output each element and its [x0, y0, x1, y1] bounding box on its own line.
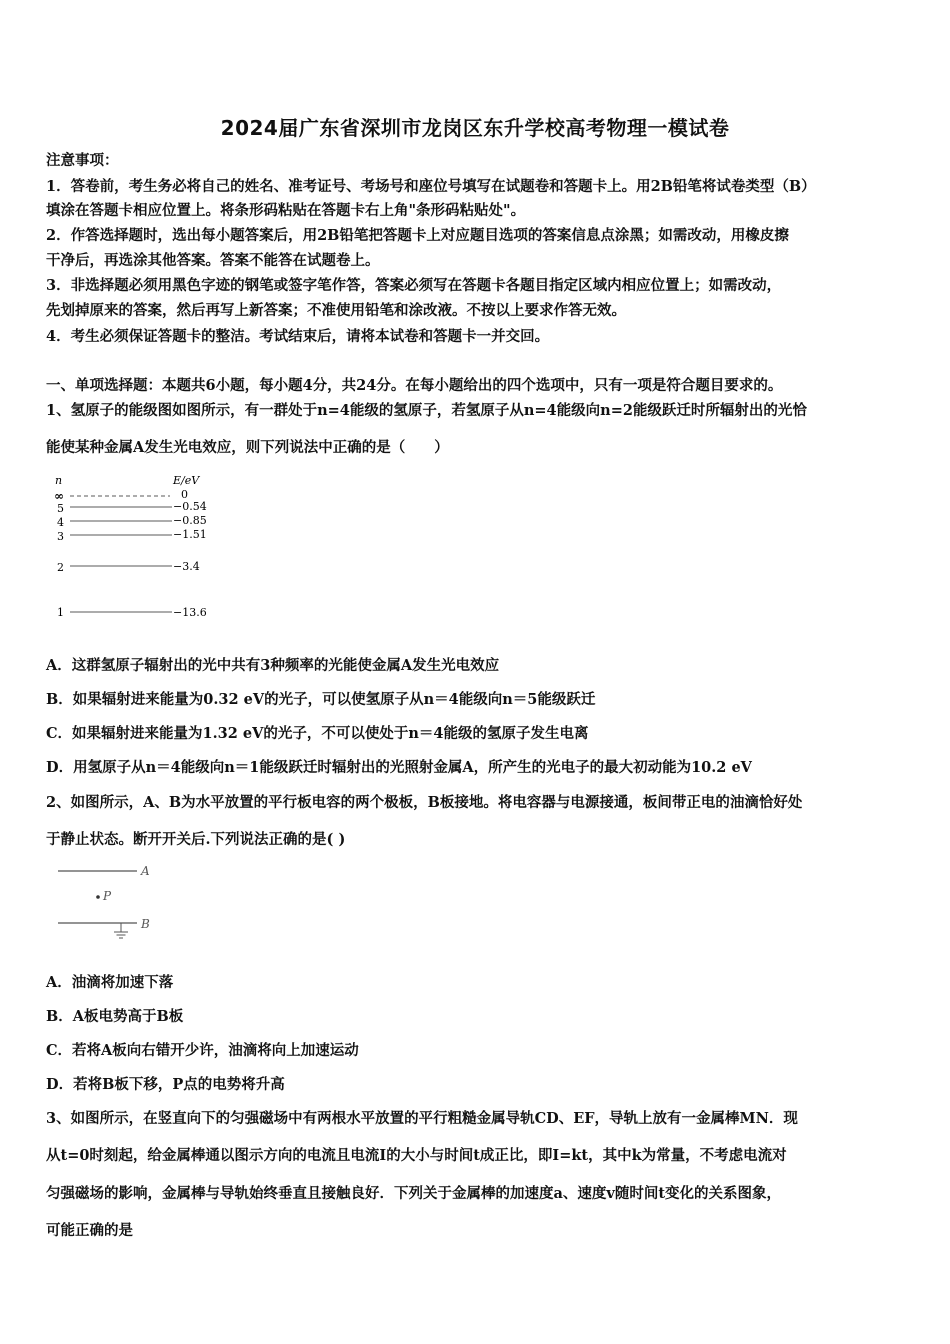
- q1-option-b: B．如果辐射进来能量为0.32 eV的光子，可以使氢原子从n＝4能级向n＝5能级跃迁: [46, 691, 596, 708]
- level-n-2: 2: [57, 561, 64, 574]
- capacitor-diagram: [55, 858, 165, 948]
- oil-drop-point: [96, 895, 100, 899]
- q1-stem-line: 1、氢原子的能级图如图所示，有一群处于n=4能级的氢原子，若氢原子从n=4能级向n=2能级跃迁时所辐射出的光恰: [46, 402, 807, 419]
- q2-option-d: D．若将B板下移，P点的电势将升高: [46, 1076, 285, 1093]
- level-e-1: −13.6: [173, 606, 207, 619]
- notice-line: 4．考生必须保证答题卡的整洁。考试结束后，请将本试卷和答题卡一并交回。: [46, 328, 550, 345]
- q3-stem-line: 从t=0时刻起，给金属棒通以图示方向的电流且电流I的大小与时间t成正比，即I=kt，其中k为常量，不考虑电流对: [46, 1147, 787, 1164]
- level-e-4: −0.85: [173, 514, 207, 527]
- notice-line: 3．非选择题必须用黑色字迹的钢笔或签字笔作答，答案必须写在答题卡各题目指定区域内相应位置上；如需改动，: [46, 277, 782, 294]
- notice-line: 1．答卷前，考生务必将自己的姓名、准考证号、考场号和座位号填写在试题卷和答题卡上。用2B铅笔将试卷类型（B）: [46, 178, 816, 195]
- notice-heading: 注意事项：: [46, 152, 119, 169]
- level-n-4: 4: [57, 516, 64, 529]
- ground-symbol: [114, 923, 128, 938]
- q3-stem-line: 可能正确的是: [46, 1222, 133, 1239]
- plate-b-label: B: [141, 917, 150, 931]
- q1-option-d: D．用氢原子从n＝4能级向n＝1能级跃迁时辐射出的光照射金属A，所产生的光电子的最大初动能为10.2 eV: [46, 759, 752, 776]
- energy-level-diagram: [50, 472, 230, 622]
- diagram-e-label: E/eV: [173, 474, 200, 487]
- q2-stem-line: 2、如图所示，A、B为水平放置的平行板电容的两个极板，B板接地。将电容器与电源接通，板间带正电的油滴恰好处: [46, 794, 803, 811]
- q2-option-c: C．若将A板向右错开少许，油滴将向上加速运动: [46, 1042, 359, 1059]
- level-n-inf: ∞: [54, 489, 64, 503]
- plate-a-label: A: [141, 864, 150, 878]
- level-n-1: 1: [57, 606, 64, 619]
- level-e-3: −1.51: [173, 528, 207, 541]
- level-n-3: 3: [57, 530, 64, 543]
- level-n-5: 5: [57, 502, 64, 515]
- level-e-inf: 0: [181, 488, 188, 501]
- q3-stem-line: 匀强磁场的影响，金属棒与导轨始终垂直且接触良好．下列关于金属棒的加速度a、速度v随时间t变化的关系图象，: [46, 1185, 782, 1202]
- q2-option-b: B．A板电势高于B板: [46, 1008, 184, 1025]
- notice-line: 填涂在答题卡相应位置上。将条形码粘贴在答题卡右上角"条形码粘贴处"。: [46, 202, 526, 219]
- level-e-2: −3.4: [173, 560, 200, 573]
- q1-stem-line: 能使某种金属A发生光电效应，则下列说法中正确的是（ ）: [46, 439, 449, 456]
- point-p-label: P: [103, 889, 112, 903]
- q2-stem-line: 于静止状态。断开开关后.下列说法正确的是( ): [46, 831, 346, 848]
- q2-option-a: A．油滴将加速下落: [46, 974, 174, 991]
- diagram-n-label: n: [55, 474, 63, 487]
- section-heading: 一、单项选择题：本题共6小题，每小题4分，共24分。在每小题给出的四个选项中，只有一项是符合题目要求的。: [46, 377, 783, 394]
- exam-title: 2024届广东省深圳市龙岗区东升学校高考物理一模试卷: [220, 116, 730, 140]
- q1-option-a: A．这群氢原子辐射出的光中共有3种频率的光能使金属A发生光电效应: [46, 657, 500, 674]
- notice-line: 先划掉原来的答案，然后再写上新答案；不准使用铅笔和涂改液。不按以上要求作答无效。: [46, 302, 626, 319]
- level-e-5: −0.54: [173, 500, 207, 513]
- notice-line: 2．作答选择题时，选出每小题答案后，用2B铅笔把答题卡上对应题目选项的答案信息点涂黑；如需改动，用橡皮擦: [46, 227, 789, 244]
- q3-stem-line: 3、如图所示，在竖直向下的匀强磁场中有两根水平放置的平行粗糙金属导轨CD、EF，导轨上放有一金属棒MN．现: [46, 1110, 798, 1127]
- notice-line: 干净后，再选涂其他答案。答案不能答在试题卷上。: [46, 252, 380, 269]
- q1-option-c: C．如果辐射进来能量为1.32 eV的光子，不可以使处于n＝4能级的氢原子发生电离: [46, 725, 589, 742]
